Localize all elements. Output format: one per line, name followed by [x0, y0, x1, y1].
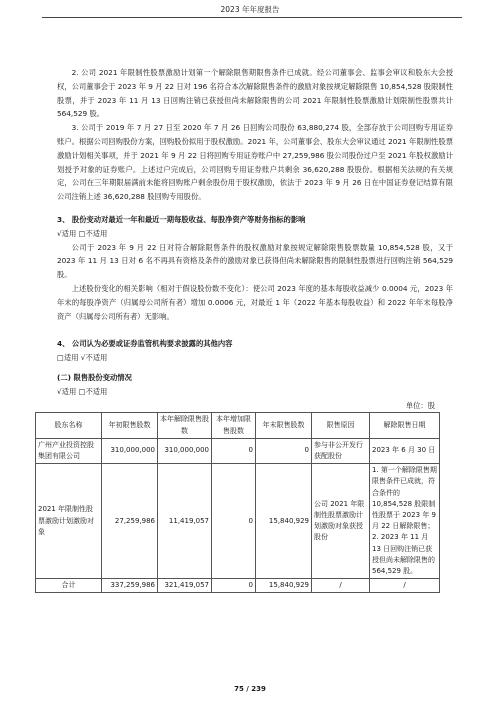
col-header-added: 本年增加限售股数 — [212, 413, 256, 438]
restricted-shares-applicable: √适用 □不适用 — [57, 386, 108, 396]
cell-total-released: 321,419,057 — [158, 579, 212, 593]
table-row — [36, 438, 440, 463]
cell-closing: 0 — [256, 438, 312, 463]
section-3-applicable: √适用 □不适用 — [57, 228, 108, 238]
cell-release-date: 2023 年 6 月 30 日 — [370, 438, 440, 463]
page-body — [38, 66, 453, 593]
section-3-paragraph-2: 上述股份变化的相关影响（相对于假设股份数不变化）：使公司 2023 年度的基本每股收益减少 0.0004 元，2023 年年末的每股净资产（归属母公司所有者）增加 0.0006 元，对最近 1 年（2022 年基本每股收益）和 2022 年年末每股净资产（归属母公司所有者）无影响。 — [57, 283, 453, 321]
section-3-paragraph-1: 公司于 2023 年 9 月 22 日对符合解除限售条件的股权激励对象按规定解除限售股票数量 10,854,528 股，又于 2023 年 11 月 13 日对 6 名不再具有资格及条件的激励对象已获得但尚未解除限售的限制性股票进行回购注销 564,529 股。 — [57, 242, 453, 280]
cell-reason: 公司 2021 年限制性股票激励计划激励对象获授股份 — [312, 464, 370, 579]
paragraph-incentive-unlock: 2. 公司 2021 年限制性股票激励计划第一个解除限售期限售条件已成就。经公司董事会、监事会审议和股东大会授权，公司董事会于 2023 年 9 月 22 日对 196 名符合本次解除限售条件的激励对象按规定解除限售 10,854,528 股限制性股票，并于 2023 年 11 月 13 日回购注销已获授但尚未解除限售的公司 2021 年限制性股票激励计划限制性股票共计 564,529 股。 — [57, 68, 453, 119]
unit-label: 单位：股 — [405, 400, 435, 410]
report-header: 2023 年年度报告 — [220, 5, 280, 14]
restricted-shares-title: (二) 限售股份变动情况 — [57, 372, 132, 382]
table-total-row — [36, 579, 440, 593]
col-header-release-date: 解除限售日期 — [370, 413, 440, 438]
cell-opening: 310,000,000 — [102, 438, 158, 463]
section-4-title: 4、 公司认为必要或证券监管机构要求披露的其他内容 — [57, 339, 233, 349]
section-4-applicable: □适用 √不适用 — [57, 353, 108, 363]
col-header-reason: 限售原因 — [312, 413, 370, 438]
col-header-shareholder: 股东名称 — [36, 413, 102, 438]
cell-release-date: 1. 第一个解除限售期限售条件已成就，符合条件的 10,854,528 股限制性股票于 2023 年 9 月 22 日解除限售；2. 2023 年 11 月 13 日回购注销已获授但尚未解除限售的 564,529 股。 — [370, 464, 440, 579]
page-number: 75 / 239 — [234, 685, 266, 693]
header-divider — [42, 17, 462, 18]
table-header-row — [36, 413, 440, 438]
cell-closing: 15,840,929 — [256, 464, 312, 579]
col-header-released: 本年解除限售股数 — [158, 413, 212, 438]
cell-added: 0 — [212, 438, 256, 463]
paragraph-share-repurchase: 3. 公司于 2019 年 7 月 27 日至 2020 年 7 月 26 日回购公司股份 63,880,274 股，全部存放于公司回购专用证券账户。根据公司回购股份方案，回购股份拟用于股权激励。2021 年，公司董事会、股东大会审议通过 2021 年限制性股票激励计划相关事项，并于 2021 年 9 月 22 日将回购专用证券账户中 27,259,986 股公司股份过户至 2021 年股权激励计划授予对象的证券账户。上述过户完成后，公司回购专用证券账户共剩余 36,620,288 股股份。根据相关法规的有关规定，公司在三年期限届满前未能将回购账户剩余股份用于股权激励，依法于 2023 年 9 月 26 日在中国证券登记结算有限公司注销上述 36,620,288 股回购专用股份。 — [57, 123, 453, 202]
cell-opening: 27,259,986 — [102, 464, 158, 579]
cell-total-closing: 15,840,929 — [256, 579, 312, 593]
col-header-opening: 年初限售股数 — [102, 413, 158, 438]
cell-total-release-date: / — [370, 579, 440, 593]
cell-shareholder: 广州产业投资控股集团有限公司 — [36, 438, 102, 463]
cell-reason: 参与非公开发行获配股份 — [312, 438, 370, 463]
table-row — [36, 464, 440, 579]
cell-total-reason: / — [312, 579, 370, 593]
cell-total-added: 0 — [212, 579, 256, 593]
cell-released: 310,000,000 — [158, 438, 212, 463]
cell-total-label: 合计 — [36, 579, 102, 593]
cell-total-opening: 337,259,986 — [102, 579, 158, 593]
cell-added: 0 — [212, 464, 256, 579]
cell-released: 11,419,057 — [158, 464, 212, 579]
cell-shareholder: 2021 年限制性股票激励计划激励对象 — [36, 464, 102, 579]
col-header-closing: 年末限售股数 — [256, 413, 312, 438]
section-3-title: 3、 股份变动对最近一年和最近一期每股收益、每股净资产等财务指标的影响 — [57, 214, 306, 224]
restricted-shares-table — [35, 412, 440, 593]
